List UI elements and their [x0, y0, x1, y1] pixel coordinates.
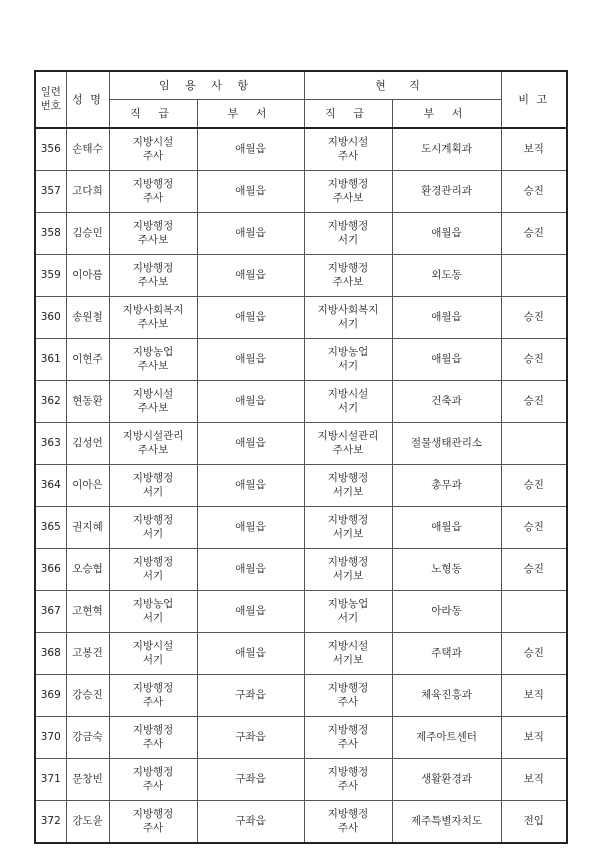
- serial-number: 362: [35, 381, 66, 423]
- appointment-grade-line: 지방시설관리: [122, 430, 184, 443]
- person-name: 오승협: [66, 549, 109, 591]
- serial-number: 358: [35, 213, 66, 255]
- current-grade-line: 서기보: [332, 653, 364, 666]
- header-note: 비 고: [501, 71, 567, 128]
- current-grade-line: 지방행정: [327, 220, 369, 233]
- note-cell: [501, 255, 567, 297]
- appointment-dept: 애월읍: [197, 297, 304, 339]
- current-grade-line: 서기: [337, 233, 359, 246]
- appointment-grade-line: 주사: [142, 737, 164, 750]
- current-grade: [304, 633, 392, 675]
- table-row: [35, 591, 567, 633]
- appointment-dept: 애월읍: [197, 171, 304, 213]
- appointment-grade-line: 지방농업: [132, 346, 174, 359]
- appointment-grade: [109, 759, 197, 801]
- note-cell: 승진: [501, 171, 567, 213]
- current-dept: 제주특별자치도: [392, 801, 501, 844]
- appointment-grade: [109, 549, 197, 591]
- appointment-grade-line: 주사: [142, 779, 164, 792]
- current-grade-line: 지방행정: [327, 472, 369, 485]
- current-grade-line: 지방시설: [327, 136, 369, 149]
- header-appointment: 임 용 사 항: [109, 71, 304, 100]
- appointment-dept: 구좌읍: [197, 675, 304, 717]
- current-grade-line: 주사보: [332, 191, 364, 204]
- table-header: [35, 71, 567, 128]
- current-grade: [304, 213, 392, 255]
- note-cell: 승진: [501, 339, 567, 381]
- current-grade: [304, 381, 392, 423]
- appointment-grade: [109, 213, 197, 255]
- current-grade-line: 주사보: [332, 275, 364, 288]
- current-grade-line: 지방농업: [327, 346, 369, 359]
- note-cell: [501, 591, 567, 633]
- table-row: [35, 255, 567, 297]
- header-current-dept: 부 서: [392, 100, 501, 129]
- serial-number: 365: [35, 507, 66, 549]
- appointment-dept: 애월읍: [197, 381, 304, 423]
- appointment-grade-line: 지방행정: [132, 766, 174, 779]
- table-row: [35, 759, 567, 801]
- appointment-grade: [109, 255, 197, 297]
- current-grade-line: 서기보: [332, 527, 364, 540]
- table-row: [35, 465, 567, 507]
- table-row: [35, 128, 567, 171]
- appointment-dept: 애월읍: [197, 128, 304, 171]
- appointment-grade-line: 주사보: [137, 359, 169, 372]
- person-name: 이아름: [66, 255, 109, 297]
- serial-number: 367: [35, 591, 66, 633]
- current-grade-line: 주사: [337, 695, 359, 708]
- serial-number: 366: [35, 549, 66, 591]
- table-row: [35, 633, 567, 675]
- note-cell: 승진: [501, 465, 567, 507]
- person-name: 강승진: [66, 675, 109, 717]
- person-name: 김승민: [66, 213, 109, 255]
- current-grade: [304, 255, 392, 297]
- person-name: 고다희: [66, 171, 109, 213]
- appointment-dept: 애월읍: [197, 465, 304, 507]
- table-row: [35, 507, 567, 549]
- appointment-grade: [109, 128, 197, 171]
- person-name: 손태수: [66, 128, 109, 171]
- current-grade-line: 서기: [337, 317, 359, 330]
- appointment-grade-line: 주사: [142, 191, 164, 204]
- current-dept: 건축과: [392, 381, 501, 423]
- current-grade-line: 지방행정: [327, 682, 369, 695]
- current-grade-line: 지방행정: [327, 178, 369, 191]
- note-cell: 승진: [501, 549, 567, 591]
- current-dept: 제주아트센터: [392, 717, 501, 759]
- appointment-dept: 애월읍: [197, 213, 304, 255]
- header-current: 현 직: [304, 71, 501, 100]
- appointment-grade-line: 서기: [142, 653, 164, 666]
- current-dept: 체육진흥과: [392, 675, 501, 717]
- current-dept: 생활환경과: [392, 759, 501, 801]
- appointment-grade-line: 주사: [142, 149, 164, 162]
- appointment-dept: 구좌읍: [197, 759, 304, 801]
- note-cell: 보직: [501, 128, 567, 171]
- person-name: 문창빈: [66, 759, 109, 801]
- current-dept: 총무과: [392, 465, 501, 507]
- serial-number: 368: [35, 633, 66, 675]
- appointment-grade-line: 주사보: [137, 443, 169, 456]
- current-grade-line: 주사: [337, 779, 359, 792]
- note-cell: 승진: [501, 381, 567, 423]
- appointment-grade-line: 지방행정: [132, 724, 174, 737]
- serial-number: 369: [35, 675, 66, 717]
- current-grade: [304, 423, 392, 465]
- appointment-dept: 구좌읍: [197, 717, 304, 759]
- table-row: [35, 549, 567, 591]
- appointment-dept: 애월읍: [197, 423, 304, 465]
- note-cell: 승진: [501, 633, 567, 675]
- appointment-dept: 애월읍: [197, 591, 304, 633]
- current-grade: [304, 171, 392, 213]
- appointment-grade-line: 지방시설: [132, 640, 174, 653]
- personnel-table: [34, 70, 568, 844]
- current-grade-line: 지방행정: [327, 724, 369, 737]
- current-dept: 주택과: [392, 633, 501, 675]
- header-appointment-dept: 부 서: [197, 100, 304, 129]
- note-cell: 승진: [501, 297, 567, 339]
- header-current-grade: 직 급: [304, 100, 392, 129]
- current-grade: [304, 297, 392, 339]
- appointment-grade-line: 지방행정: [132, 472, 174, 485]
- current-grade: [304, 465, 392, 507]
- appointment-dept: 애월읍: [197, 633, 304, 675]
- current-grade-line: 서기: [337, 401, 359, 414]
- serial-number: 356: [35, 128, 66, 171]
- note-cell: 승진: [501, 213, 567, 255]
- table-row: [35, 801, 567, 844]
- appointment-grade-line: 주사보: [137, 275, 169, 288]
- serial-number: 357: [35, 171, 66, 213]
- note-cell: [501, 423, 567, 465]
- appointment-grade-line: 주사: [142, 695, 164, 708]
- current-dept: 애월읍: [392, 507, 501, 549]
- appointment-grade-line: 주사보: [137, 401, 169, 414]
- person-name: 현동환: [66, 381, 109, 423]
- current-dept: 노형동: [392, 549, 501, 591]
- appointment-grade: [109, 339, 197, 381]
- appointment-grade-line: 서기: [142, 569, 164, 582]
- note-cell: 보직: [501, 759, 567, 801]
- current-grade-line: 주사: [337, 821, 359, 834]
- appointment-grade: [109, 507, 197, 549]
- current-dept: 아라동: [392, 591, 501, 633]
- table-row: [35, 171, 567, 213]
- person-name: 강도윤: [66, 801, 109, 844]
- appointment-dept: 애월읍: [197, 339, 304, 381]
- appointment-grade-line: 지방행정: [132, 808, 174, 821]
- current-grade-line: 지방시설: [327, 388, 369, 401]
- appointment-grade-line: 지방행정: [132, 556, 174, 569]
- person-name: 강금숙: [66, 717, 109, 759]
- current-grade-line: 지방행정: [327, 556, 369, 569]
- current-grade: [304, 339, 392, 381]
- current-dept: 애월읍: [392, 297, 501, 339]
- appointment-grade-line: 지방행정: [132, 682, 174, 695]
- appointment-grade-line: 지방행정: [132, 178, 174, 191]
- table-row: [35, 297, 567, 339]
- appointment-grade: [109, 717, 197, 759]
- appointment-grade-line: 서기: [142, 485, 164, 498]
- person-name: 김성언: [66, 423, 109, 465]
- current-grade-line: 지방시설관리: [317, 430, 379, 443]
- current-grade: [304, 717, 392, 759]
- serial-number: 363: [35, 423, 66, 465]
- current-dept: 환경관리과: [392, 171, 501, 213]
- current-grade: [304, 675, 392, 717]
- current-grade: [304, 801, 392, 844]
- current-grade-line: 지방사회복지: [317, 304, 379, 317]
- appointment-grade: [109, 675, 197, 717]
- current-grade-line: 주사: [337, 149, 359, 162]
- appointment-grade-line: 서기: [142, 611, 164, 624]
- appointment-grade-line: 지방행정: [132, 514, 174, 527]
- current-grade: [304, 549, 392, 591]
- current-grade-line: 서기: [337, 611, 359, 624]
- person-name: 고현혁: [66, 591, 109, 633]
- serial-number: 360: [35, 297, 66, 339]
- note-cell: 승진: [501, 507, 567, 549]
- current-grade: [304, 591, 392, 633]
- person-name: 송원철: [66, 297, 109, 339]
- current-grade-line: 서기: [337, 359, 359, 372]
- current-grade-line: 지방농업: [327, 598, 369, 611]
- serial-number: 372: [35, 801, 66, 844]
- table-row: [35, 213, 567, 255]
- current-grade-line: 주사보: [332, 443, 364, 456]
- current-dept: 애월읍: [392, 213, 501, 255]
- serial-number: 370: [35, 717, 66, 759]
- note-cell: 보직: [501, 675, 567, 717]
- serial-number: 364: [35, 465, 66, 507]
- header-appointment-grade: 직 급: [109, 100, 197, 129]
- current-dept: 도시계획과: [392, 128, 501, 171]
- appointment-grade: [109, 171, 197, 213]
- current-dept: 애월읍: [392, 339, 501, 381]
- current-grade-line: 지방행정: [327, 514, 369, 527]
- appointment-grade-line: 지방행정: [132, 220, 174, 233]
- appointment-grade: [109, 801, 197, 844]
- appointment-grade: [109, 591, 197, 633]
- appointment-grade: [109, 381, 197, 423]
- appointment-grade-line: 지방농업: [132, 598, 174, 611]
- appointment-grade: [109, 423, 197, 465]
- current-dept: 외도동: [392, 255, 501, 297]
- appointment-grade-line: 지방시설: [132, 136, 174, 149]
- person-name: 고봉건: [66, 633, 109, 675]
- current-grade-line: 지방행정: [327, 766, 369, 779]
- table-row: [35, 675, 567, 717]
- appointment-dept: 구좌읍: [197, 801, 304, 844]
- appointment-grade: [109, 633, 197, 675]
- current-grade: [304, 128, 392, 171]
- appointment-grade: [109, 297, 197, 339]
- current-grade-line: 지방행정: [327, 262, 369, 275]
- header-name: 성 명: [66, 71, 109, 128]
- current-grade-line: 서기보: [332, 569, 364, 582]
- table-row: [35, 381, 567, 423]
- appointment-grade-line: 주사보: [137, 317, 169, 330]
- current-grade-line: 지방시설: [327, 640, 369, 653]
- appointment-grade-line: 지방시설: [132, 388, 174, 401]
- table-row: [35, 339, 567, 381]
- current-grade-line: 주사: [337, 737, 359, 750]
- appointment-grade-line: 지방사회복지: [122, 304, 184, 317]
- serial-number: 371: [35, 759, 66, 801]
- current-grade: [304, 507, 392, 549]
- appointment-grade-line: 지방행정: [132, 262, 174, 275]
- current-grade-line: 지방행정: [327, 808, 369, 821]
- table-row: [35, 717, 567, 759]
- person-name: 이아은: [66, 465, 109, 507]
- appointment-grade-line: 서기: [142, 527, 164, 540]
- note-cell: 전입: [501, 801, 567, 844]
- note-cell: 보직: [501, 717, 567, 759]
- appointment-grade: [109, 465, 197, 507]
- current-grade-line: 서기보: [332, 485, 364, 498]
- current-dept: 절물생태관리소: [392, 423, 501, 465]
- serial-number: 359: [35, 255, 66, 297]
- person-name: 이현주: [66, 339, 109, 381]
- person-name: 권지혜: [66, 507, 109, 549]
- appointment-grade-line: 주사보: [137, 233, 169, 246]
- current-grade: [304, 759, 392, 801]
- header-serial: 일련 번호: [35, 71, 66, 128]
- table-row: [35, 423, 567, 465]
- appointment-grade-line: 주사: [142, 821, 164, 834]
- appointment-dept: 애월읍: [197, 255, 304, 297]
- appointment-dept: 애월읍: [197, 549, 304, 591]
- table-body: [35, 128, 567, 843]
- serial-number: 361: [35, 339, 66, 381]
- appointment-dept: 애월읍: [197, 507, 304, 549]
